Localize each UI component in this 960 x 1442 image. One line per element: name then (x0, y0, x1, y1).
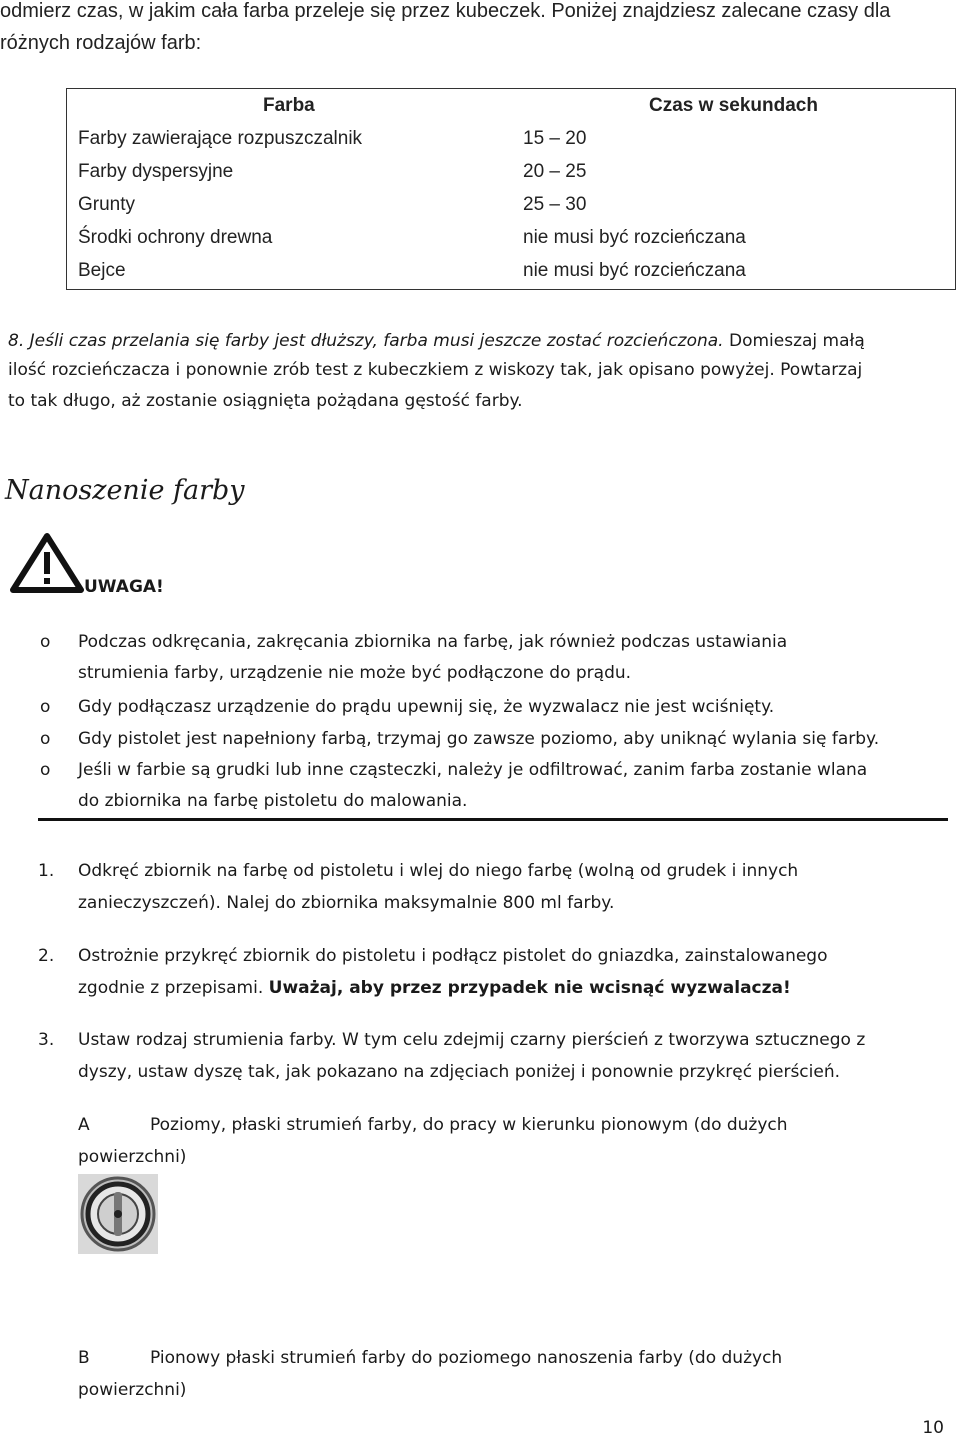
intro-line-2: różnych rodzajów farb: (0, 32, 202, 54)
table-cell: nie musi być rozcieńczana (523, 227, 746, 248)
table-cell: Bejce (78, 260, 126, 281)
warning-item-1-line-2: strumienia farby, urządzenie nie może być podłączone do prądu. (78, 663, 632, 683)
table-cell: Farby zawierające rozpuszczalnik (78, 128, 363, 149)
bullet-marker: o (40, 729, 51, 749)
step-1-line-2: zanieczyszczeń). Nalej do zbiornika maksymalnie 800 ml farby. (78, 893, 615, 913)
table-header-paint: Farba (263, 95, 315, 116)
option-b-letter: B (78, 1348, 90, 1368)
step8-rest: Domieszaj małą (723, 331, 865, 351)
table-cell: nie musi być rozcieńczana (523, 260, 746, 281)
table-cell: 20 – 25 (523, 161, 587, 182)
option-a-letter: A (78, 1115, 90, 1135)
table-cell: 15 – 20 (523, 128, 587, 149)
warning-item-3: Gdy pistolet jest napełniony farbą, trzymaj go zawsze poziomo, aby uniknąć wylania się farby. (78, 729, 880, 749)
intro-line-1: odmierz czas, w jakim cała farba przeleje się przez kubeczek. Poniżej znajdziesz zalecane czasy dla (0, 0, 891, 22)
step8-italic: 8. Jeśli czas przelania się farby jest dłuższy, farba musi jeszcze zostać rozcieńczona. (8, 331, 724, 351)
warning-item-1-line-1: Podczas odkręcania, zakręcania zbiornika na farbę, jak również podczas ustawiania (78, 632, 788, 652)
step-2-plain: zgodnie z przepisami. (78, 978, 269, 998)
step-2-line-1: Ostrożnie przykręć zbiornik do pistoletu i podłącz pistolet do gniazdka, zainstalowanego (78, 946, 828, 966)
step-2-warning-bold: Uważaj, aby przez przypadek nie wcisnąć wyzwalacza! (268, 978, 791, 998)
bullet-marker: o (40, 760, 51, 780)
table-cell: Farby dyspersyjne (78, 161, 234, 182)
option-a-text: Poziomy, płaski strumień farby, do pracy w kierunku pionowym (do dużych (150, 1115, 788, 1135)
warning-item-4-line-1: Jeśli w farbie są grudki lub inne cząsteczki, należy je odfiltrować, zanim farba zostanie wlana (78, 760, 868, 780)
step-number: 1. (38, 861, 55, 881)
option-b-text: Pionowy płaski strumień farby do poziomego nanoszenia farby (do dużych (150, 1348, 783, 1368)
step8-line-3: to tak długo, aż zostanie osiągnięta pożądana gęstość farby. (8, 391, 523, 411)
step8-line-2: ilość rozcieńczacza i ponownie zrób test z kubeczkiem z wiskozy tak, jak opisano powyżej. Powtarzaj (8, 360, 863, 380)
step8-line-1 (8, 331, 865, 351)
step-3-line-2: dyszy, ustaw dyszę tak, jak pokazano na zdjęciach poniżej i ponownie przykręć pierścień. (78, 1062, 841, 1082)
section-title: Nanoszenie farby (5, 475, 245, 506)
table-cell: Środki ochrony drewna (78, 227, 273, 248)
table-cell: 25 – 30 (523, 194, 587, 215)
warning-item-2: Gdy podłączasz urządzenie do prądu upewnij się, że wyzwalacz nie jest wciśnięty. (78, 697, 775, 717)
step-number: 3. (38, 1030, 55, 1050)
warning-label: UWAGA! (84, 577, 164, 597)
table-cell: Grunty (78, 194, 136, 215)
warning-triangle-icon (10, 532, 84, 594)
option-b-text-2: powierzchni) (78, 1380, 187, 1400)
table-header-time: Czas w sekundach (649, 95, 818, 116)
step-3-line-1: Ustaw rodzaj strumienia farby. W tym celu zdejmij czarny pierścień z tworzywa sztucznego z (78, 1030, 866, 1050)
warning-item-4-line-2: do zbiornika na farbę pistoletu do malowania. (78, 791, 468, 811)
step-1-line-1: Odkręć zbiornik na farbę od pistoletu i wlej do niego farbę (wolną od grudek i innych (78, 861, 799, 881)
bullet-marker: o (40, 632, 51, 652)
option-a-text-2: powierzchni) (78, 1147, 187, 1167)
horizontal-divider (38, 818, 948, 821)
step-number: 2. (38, 946, 55, 966)
bullet-marker: o (40, 697, 51, 717)
step-2-line-2 (78, 978, 791, 998)
paint-time-table (66, 88, 956, 290)
page-number: 10 (922, 1418, 944, 1438)
nozzle-horizontal-image (78, 1174, 158, 1254)
